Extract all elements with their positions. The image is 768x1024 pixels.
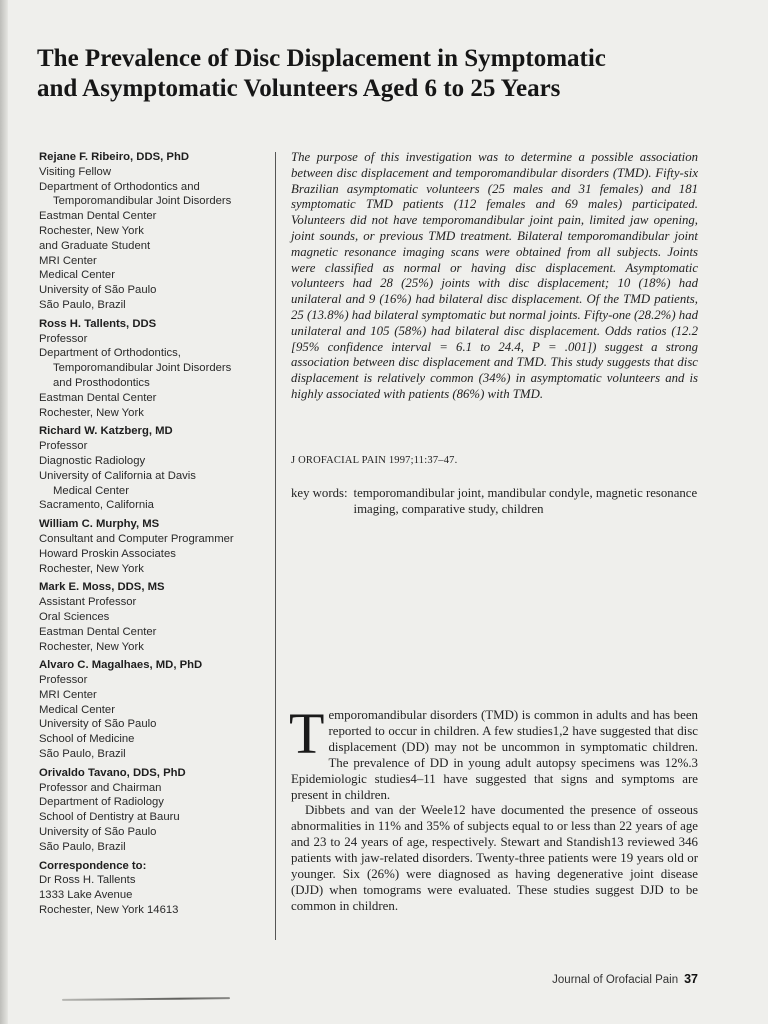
affiliation-line: Howard Proskin Associates — [39, 547, 176, 560]
affiliation-line: Rochester, New York — [39, 406, 144, 419]
title-line-1: The Prevalence of Disc Displacement in Symptomatic — [37, 45, 606, 72]
affiliation-line: 1333 Lake Avenue — [39, 889, 133, 902]
author-block — [39, 859, 274, 918]
keywords-label: key words: — [291, 486, 348, 500]
author-name: Correspondence to: — [39, 859, 147, 872]
author-block — [39, 317, 274, 421]
author-block — [39, 424, 274, 513]
affiliation-line: Medical Center — [53, 484, 129, 497]
author-affiliations — [39, 150, 274, 922]
affiliation-line: Eastman Dental Center — [39, 391, 157, 404]
affiliation-line: São Paulo, Brazil — [39, 840, 126, 853]
page-edge — [0, 0, 8, 1024]
affiliation-line: Eastman Dental Center — [39, 210, 157, 223]
author-name: Orivaldo Tavano, DDS, PhD — [39, 766, 186, 779]
affiliation-line: and Graduate Student — [39, 239, 151, 252]
author-block — [39, 766, 274, 855]
article-title — [37, 44, 737, 104]
affiliation-line: Sacramento, California — [39, 499, 154, 512]
affiliation-line: School of Medicine — [39, 733, 135, 746]
body-text — [289, 701, 698, 915]
drop-cap: T — [289, 701, 325, 766]
abstract: The purpose of this investigation was to determine a possible association between disc displacement and temporomandibular disorders (TMD). Fifty-six Brazilian asymptomatic volunteers (25 males and 31 females) and 181 symptomatic TMD patients (112 females and 69 males) participated. Volunteers did not have temporomandibular joint pain, limited jaw opening, joint sounds, or previous TMD treatment. Bilateral temporomandibular joint magnetic resonance imaging scans were obtained from all subjects. Joints were classified as normal or having disc displacement. Asymptomatic volunteers had 28 (25%) joints with disc displacement; 10 (18%) had unilateral and 9 (16%) had bilateral disc displacement. Of the TMD patients, 25 (13.8%) had bilateral symptomatic but normal joints. Fifty-one (28.2%) had unilateral and 105 (58%) had bilateral disc displacement. Odds ratios (12.2 [95% confidence interval = 6.1 to 24.4, P = .001]) suggest a strong association between disc displacement and TMD. This study suggests that disc displacement is relatively common (34%) in asymptomatic volunteers and is highly associated with patients (86%) with TMD. — [291, 150, 698, 401]
affiliation-line: Rochester, New York — [39, 640, 144, 653]
author-block — [39, 580, 274, 654]
affiliation-line: Professor — [39, 440, 88, 453]
affiliation-line: Diagnostic Radiology — [39, 454, 146, 467]
affiliation-line: Rochester, New York — [39, 224, 144, 237]
author-name: Mark E. Moss, DDS, MS — [39, 581, 165, 594]
affiliation-line: Assistant Professor — [39, 596, 137, 609]
author-name: Alvaro C. Magalhaes, MD, PhD — [39, 659, 203, 672]
page-footer — [0, 972, 698, 986]
affiliation-line: Consultant and Computer Programmer — [39, 532, 234, 545]
affiliation-line: Rochester, New York — [39, 562, 144, 575]
affiliation-line: and Prosthodontics — [53, 376, 150, 389]
affiliation-line: Medical Center — [39, 703, 115, 716]
author-block — [39, 517, 274, 576]
affiliation-line: Department of Radiology — [39, 796, 164, 809]
affiliation-line: Professor and Chairman — [39, 781, 162, 794]
body-paragraph-2: Dibbets and van der Weele12 have documented the presence of osseous abnormalities in 11% and 35% of subjects equal to or less than 22 years of age and 23 to 24 years of age, respectively. Stewart and Standish13 reviewed 346 patients with jaw-related disorders. Twenty-three patients were 19 years old or younger. Six (26%) were diagnosed as having degenerative joint disease (DJD) when tomograms were evaluated. These studies suggest DJD to be common in children. — [291, 803, 698, 913]
affiliation-line: Department of Orthodontics and — [39, 180, 200, 193]
affiliation-line: Rochester, New York 14613 — [39, 904, 179, 917]
title-line-2: and Asymptomatic Volunteers Aged 6 to 25 Years — [37, 75, 561, 102]
keywords — [291, 485, 701, 517]
affiliation-line: Dr Ross H. Tallents — [39, 874, 136, 887]
journal-name: Journal of Orofacial Pain — [552, 974, 679, 986]
keywords-list: temporomandibular joint, mandibular condyle, magnetic resonance imaging, comparative study, children — [353, 486, 698, 516]
affiliation-line: University of São Paulo — [39, 718, 157, 731]
affiliation-line: Professor — [39, 332, 88, 345]
paragraph-1-text: emporomandibular disorders (TMD) is common in adults and has been reported to occur in children. A few studies1,2 have suggested that disc displacement (DD) may not be uncommon in symptomatic children. The prevalence of DD in young adult autopsy specimens was 12%.3 Epidemiologic studies4–11 have suggested that signs and symptoms are present in children. — [291, 708, 698, 802]
affiliation-line: Temporomandibular Joint Disorders — [53, 362, 232, 375]
author-block — [39, 150, 274, 313]
author-name: Ross H. Tallents, DDS — [39, 317, 157, 330]
affiliation-line: Medical Center — [39, 269, 115, 282]
author-name: William C. Murphy, MS — [39, 518, 160, 531]
affiliation-line: Eastman Dental Center — [39, 625, 157, 638]
column-divider — [275, 152, 276, 940]
affiliation-line: Professor — [39, 674, 88, 687]
citation: J OROFACIAL PAIN 1997;11:37–47. — [291, 455, 458, 466]
scan-mark — [62, 997, 230, 1001]
affiliation-line: São Paulo, Brazil — [39, 748, 126, 761]
page-number: 37 — [684, 972, 698, 986]
affiliation-line: MRI Center — [39, 688, 97, 701]
affiliation-line: MRI Center — [39, 254, 97, 267]
affiliation-line: University of California at Davis — [39, 469, 196, 482]
affiliation-line: School of Dentistry at Bauru — [39, 811, 180, 824]
affiliation-line: University of São Paulo — [39, 284, 157, 297]
affiliation-line: Oral Sciences — [39, 610, 110, 623]
affiliation-line: Department of Orthodontics, — [39, 347, 181, 360]
affiliation-line: Temporomandibular Joint Disorders — [53, 195, 232, 208]
author-name: Rejane F. Ribeiro, DDS, PhD — [39, 151, 190, 163]
affiliation-line: São Paulo, Brazil — [39, 298, 126, 311]
affiliation-line: University of São Paulo — [39, 826, 157, 839]
author-name: Richard W. Katzberg, MD — [39, 425, 173, 438]
body-paragraph-1 — [289, 701, 698, 803]
author-block — [39, 658, 274, 762]
affiliation-line: Visiting Fellow — [39, 165, 111, 178]
